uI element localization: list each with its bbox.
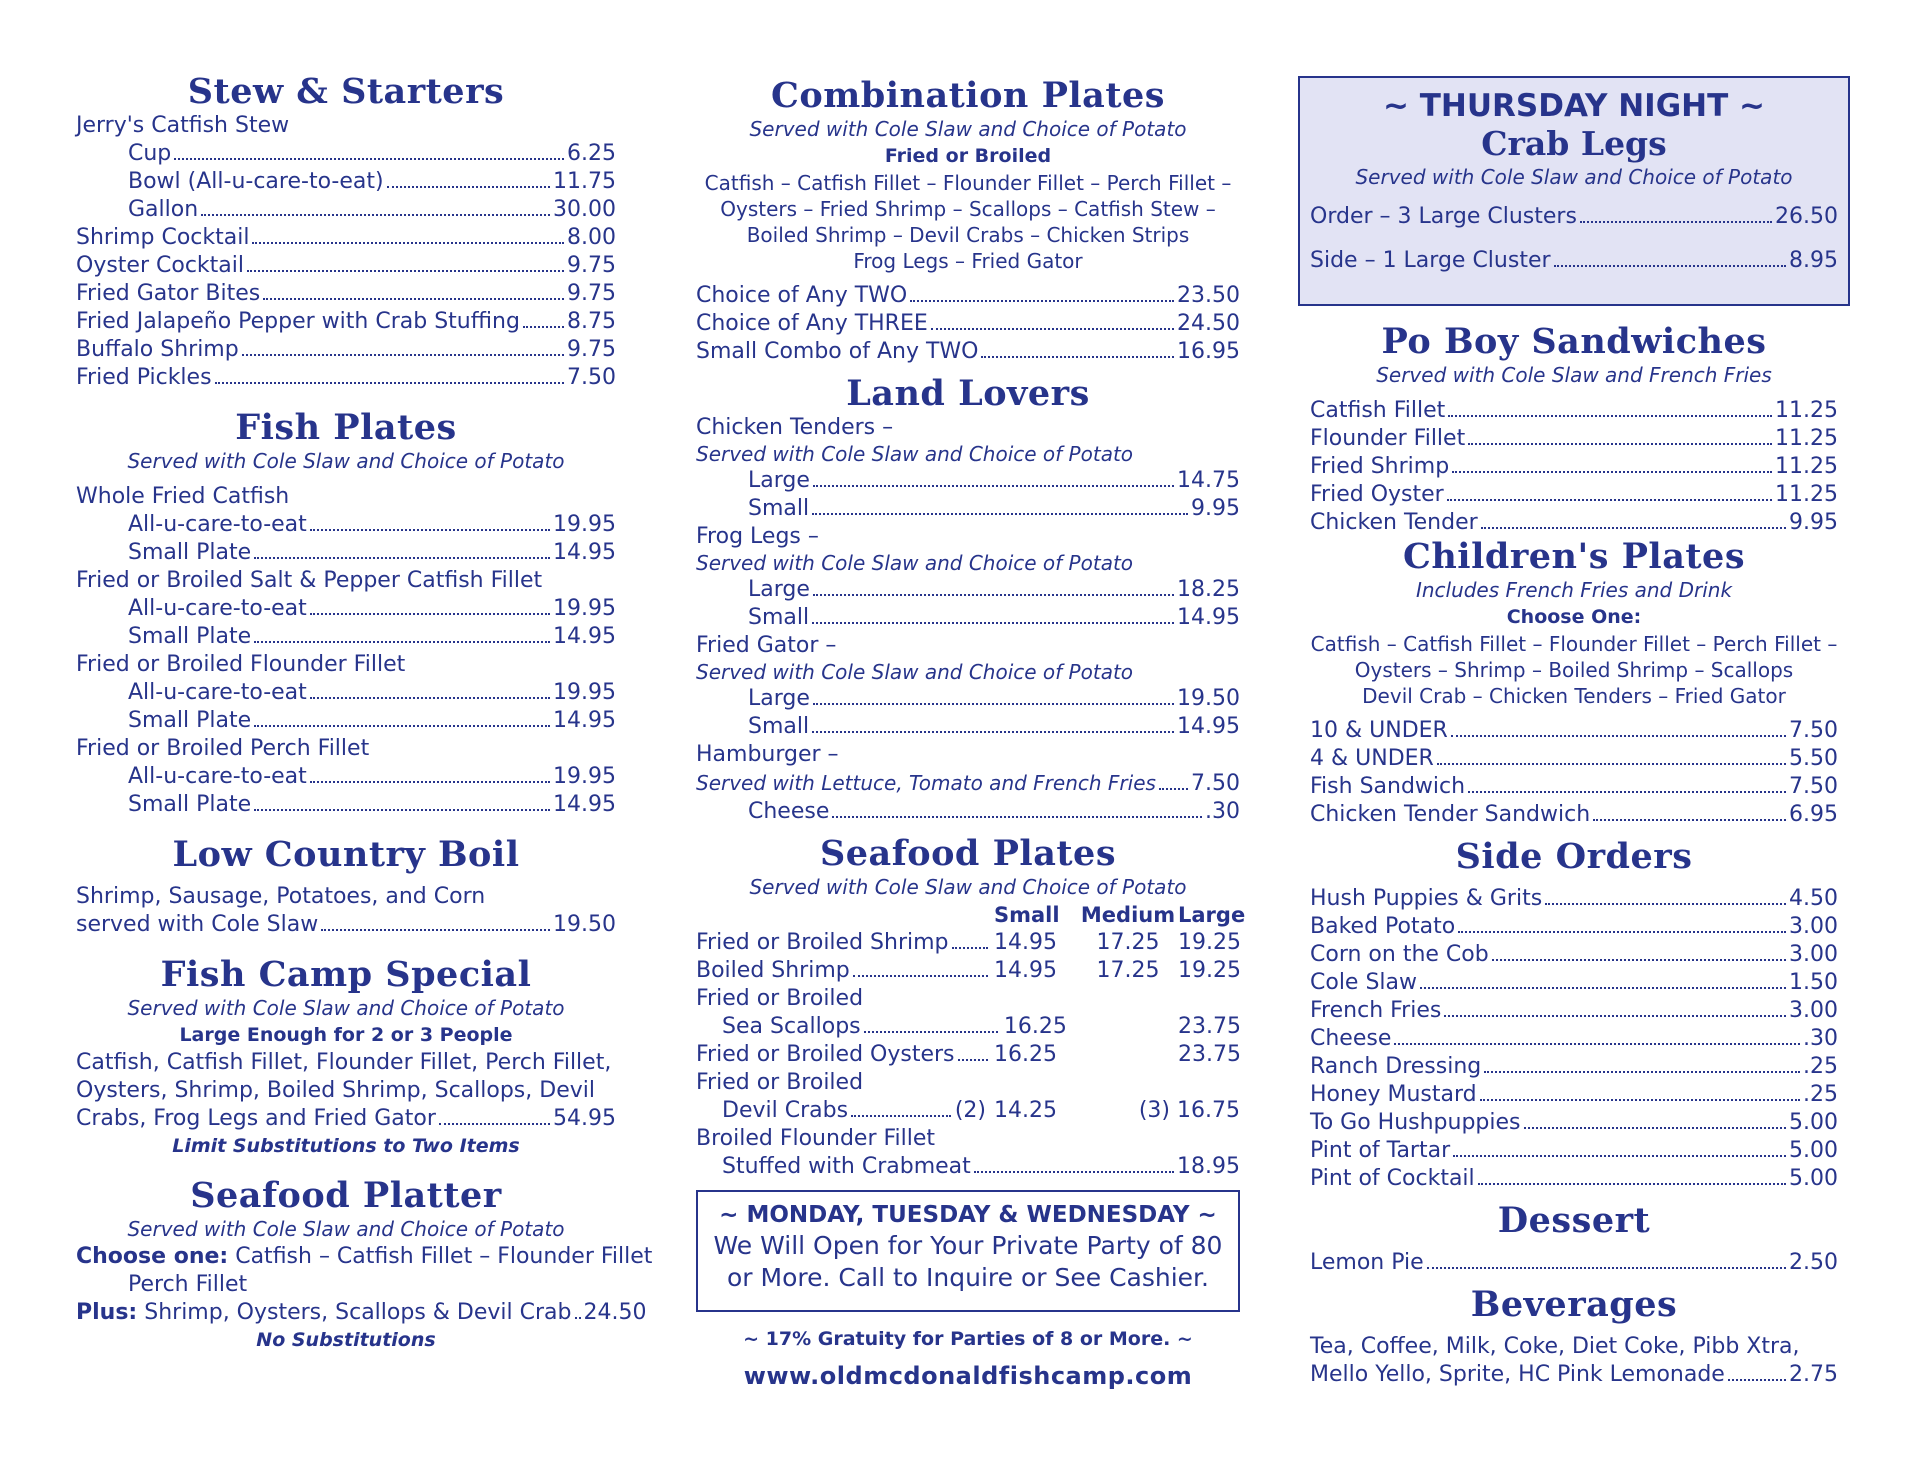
fish-group-name: Fried or Broiled Salt & Pepper Catfish Fillet bbox=[76, 568, 543, 593]
combo-list-line: Boiled Shrimp – Devil Crabs – Chicken Strips bbox=[746, 223, 1190, 247]
combo-title: Combination Plates bbox=[771, 75, 1165, 116]
platter-title: Seafood Platter bbox=[190, 1175, 502, 1216]
menu-item: Fried Jalapeño Pepper with Crab Stuffing 8.75 bbox=[76, 309, 616, 334]
menu-item: Large 14.75 bbox=[748, 468, 1240, 493]
seafood-row: Fried or Broiled Oysters 16.25 23.75 bbox=[696, 1042, 1241, 1067]
menu-item: 4 & UNDER 5.50 bbox=[1310, 746, 1838, 771]
fish-group-name: Fried or Broiled Flounder Fillet bbox=[76, 652, 406, 677]
land-group-note: Served with Cole Slaw and Choice of Potato bbox=[696, 551, 1134, 575]
menu-item: Ranch Dressing .25 bbox=[1310, 1054, 1838, 1079]
menu-item: Hush Puppies & Grits 4.50 bbox=[1310, 886, 1838, 911]
menu-item: Crabs, Frog Legs and Fried Gator 54.95 bbox=[76, 1106, 616, 1131]
seafood-row: Sea Scallops 16.25 23.75 bbox=[722, 1014, 1241, 1039]
menu-item: Choice of Any THREE 24.50 bbox=[696, 311, 1240, 336]
boil-description: Shrimp, Sausage, Potatoes, and Corn bbox=[76, 884, 486, 909]
menu-item: Small Plate 14.95 bbox=[128, 792, 616, 817]
seafood-row: Boiled Shrimp 14.95 17.25 19.25 bbox=[696, 958, 1241, 983]
menu-item: Large 18.25 bbox=[748, 577, 1240, 602]
menu-item: Cup 6.25 bbox=[128, 141, 616, 166]
menu-item: Cole Slaw 1.50 bbox=[1310, 970, 1838, 995]
menu-item: Mello Yello, Sprite, HC Pink Lemonade 2.75 bbox=[1310, 1362, 1838, 1387]
thursday-special-box bbox=[1298, 76, 1850, 306]
platter-choose-cont: Perch Fillet bbox=[128, 1272, 248, 1297]
stew-name: Jerry's Catfish Stew bbox=[76, 113, 290, 138]
land-group-name: Fried Gator – bbox=[696, 633, 837, 658]
menu-item: Small Plate 14.95 bbox=[128, 540, 616, 565]
poboy-title: Po Boy Sandwiches bbox=[1381, 321, 1767, 362]
fish-title: Fish Plates bbox=[235, 407, 457, 448]
camp-note: Large Enough for 2 or 3 People bbox=[179, 1024, 513, 1046]
boil-title: Low Country Boil bbox=[172, 834, 520, 875]
camp-limit: Limit Substitutions to Two Items bbox=[172, 1135, 520, 1157]
col-medium: Medium bbox=[1080, 903, 1176, 927]
menu-item: Lemon Pie 2.50 bbox=[1310, 1250, 1838, 1275]
gratuity-note: ~ 17% Gratuity for Parties of 8 or More. ~ bbox=[743, 1328, 1193, 1350]
menu-item: Cheese .30 bbox=[1310, 1026, 1838, 1051]
column-right bbox=[1298, 322, 1850, 1389]
thursday-heading: ~ THURSDAY NIGHT ~ bbox=[1382, 88, 1765, 124]
menu-item: Large 19.50 bbox=[748, 686, 1240, 711]
menu-item: To Go Hushpuppies 5.00 bbox=[1310, 1110, 1838, 1135]
menu-item: All-u-care-to-eat 19.95 bbox=[128, 680, 616, 705]
menu-item: Small Plate 14.95 bbox=[128, 624, 616, 649]
children-title: Children's Plates bbox=[1402, 536, 1746, 577]
column-left bbox=[76, 0, 653, 1354]
website-link[interactable]: www.oldmcdonaldfishcamp.com bbox=[743, 1362, 1193, 1390]
combo-subtitle: Served with Cole Slaw and Choice of Potato bbox=[749, 117, 1187, 141]
menu-item: Stuffed with Crabmeat 18.95 bbox=[722, 1154, 1240, 1179]
menu-item: Catfish Fillet 11.25 bbox=[1310, 398, 1838, 423]
menu-item: Fried Oyster 11.25 bbox=[1310, 482, 1838, 507]
seafood-prefix: Fried or Broiled bbox=[696, 986, 864, 1011]
seafood-prefix: Broiled Flounder Fillet bbox=[696, 1126, 936, 1151]
menu-item: Fried Pickles 7.50 bbox=[76, 365, 616, 390]
seafood-row: Fried or Broiled Shrimp 14.95 17.25 19.25 bbox=[696, 930, 1241, 955]
column-middle bbox=[696, 0, 1246, 1181]
private-party-heading: ~ MONDAY, TUESDAY & WEDNESDAY ~ bbox=[719, 1202, 1217, 1228]
seafood-prefix: Fried or Broiled bbox=[696, 1070, 864, 1095]
seafood-subtitle: Served with Cole Slaw and Choice of Potato bbox=[749, 875, 1187, 899]
menu-item: Small 14.95 bbox=[748, 714, 1240, 739]
col-small: Small bbox=[994, 903, 1060, 927]
menu-item: 10 & UNDER 7.50 bbox=[1310, 718, 1838, 743]
menu-item: Honey Mustard .25 bbox=[1310, 1082, 1838, 1107]
menu-item: Plus: Shrimp, Oysters, Scallops & Devil Crab 24.50 bbox=[76, 1300, 647, 1325]
menu-item: Fish Sandwich 7.50 bbox=[1310, 774, 1838, 799]
combo-method: Fried or Broiled bbox=[884, 145, 1052, 167]
seafood-title: Seafood Plates bbox=[819, 833, 1117, 874]
combo-list-line: Oysters – Fried Shrimp – Scallops – Catfish Stew – bbox=[720, 197, 1216, 221]
menu-item: All-u-care-to-eat 19.95 bbox=[128, 512, 616, 537]
thursday-subtitle: Served with Cole Slaw and Choice of Potato bbox=[1355, 165, 1793, 189]
menu-item: Chicken Tender 9.95 bbox=[1310, 510, 1838, 535]
land-group-note: Served with Cole Slaw and Choice of Potato bbox=[696, 660, 1134, 684]
poboy-subtitle: Served with Cole Slaw and French Fries bbox=[1376, 363, 1772, 387]
menu-item: Small Combo of Any TWO 16.95 bbox=[696, 339, 1240, 364]
private-party-text: We Will Open for Your Private Party of 80 bbox=[713, 1231, 1223, 1260]
menu-item: Small 14.95 bbox=[748, 605, 1240, 630]
stew-title: Stew & Starters bbox=[187, 71, 505, 112]
menu-item: Cheese .30 bbox=[748, 799, 1240, 824]
dessert-title: Dessert bbox=[1497, 1200, 1651, 1241]
camp-title: Fish Camp Special bbox=[160, 954, 532, 995]
platter-no-subs: No Substitutions bbox=[256, 1329, 436, 1351]
children-list-line: Catfish – Catfish Fillet – Flounder Fillet – Perch Fillet – bbox=[1310, 632, 1838, 656]
beverages-title: Beverages bbox=[1470, 1284, 1678, 1325]
col-large: Large bbox=[1178, 903, 1246, 927]
menu-item: Order – 3 Large Clusters 26.50 bbox=[1310, 204, 1838, 229]
private-party-text: or More. Call to Inquire or See Cashier. bbox=[727, 1263, 1209, 1292]
children-list-line: Devil Crab – Chicken Tenders – Fried Gator bbox=[1362, 684, 1786, 708]
menu-item: served with Cole Slaw 19.50 bbox=[76, 912, 616, 937]
seafood-row: Devil Crabs (2) 14.25 (3) 16.75 bbox=[722, 1098, 1240, 1123]
menu-item: Pint of Cocktail 5.00 bbox=[1310, 1166, 1838, 1191]
camp-subtitle: Served with Cole Slaw and Choice of Potato bbox=[127, 996, 565, 1020]
menu-item: Corn on the Cob 3.00 bbox=[1310, 942, 1838, 967]
menu-item: Small Plate 14.95 bbox=[128, 708, 616, 733]
menu-item: All-u-care-to-eat 19.95 bbox=[128, 764, 616, 789]
thursday-title: Crab Legs bbox=[1481, 124, 1667, 163]
camp-description: Oysters, Shrimp, Boiled Shrimp, Scallops, Devil bbox=[76, 1078, 595, 1103]
beverages-list: Tea, Coffee, Milk, Coke, Diet Coke, Pibb Xtra, bbox=[1310, 1334, 1800, 1359]
fish-group-name: Fried or Broiled Perch Fillet bbox=[76, 736, 370, 761]
land-group-note: Served with Cole Slaw and Choice of Potato bbox=[696, 442, 1134, 466]
seafood-header bbox=[696, 901, 1246, 929]
combo-list-line: Catfish – Catfish Fillet – Flounder Fillet – Perch Fillet – bbox=[704, 171, 1232, 195]
menu-item: Served with Lettuce, Tomato and French Fries 7.50 bbox=[696, 771, 1240, 796]
menu-item: All-u-care-to-eat 19.95 bbox=[128, 596, 616, 621]
fish-subtitle: Served with Cole Slaw and Choice of Potato bbox=[127, 449, 565, 473]
menu-item: Bowl (All-u-care-to-eat) 11.75 bbox=[128, 169, 616, 194]
menu-item: Choice of Any TWO 23.50 bbox=[696, 283, 1240, 308]
children-list-line: Oysters – Shrimp – Boiled Shrimp – Scallops bbox=[1354, 658, 1794, 682]
menu-item: Fried Gator Bites 9.75 bbox=[76, 281, 616, 306]
menu-item: Pint of Tartar 5.00 bbox=[1310, 1138, 1838, 1163]
menu-item: Shrimp Cocktail 8.00 bbox=[76, 225, 616, 250]
platter-choose: Choose one: Catfish – Catfish Fillet – Flounder Fillet bbox=[76, 1244, 653, 1269]
combo-list-line: Frog Legs – Fried Gator bbox=[853, 249, 1083, 273]
menu-item: Chicken Tender Sandwich 6.95 bbox=[1310, 802, 1838, 827]
menu-item: Flounder Fillet 11.25 bbox=[1310, 426, 1838, 451]
menu-item: Side – 1 Large Cluster 8.95 bbox=[1310, 248, 1838, 273]
children-subtitle: Includes French Fries and Drink bbox=[1415, 578, 1733, 602]
land-group-name: Frog Legs – bbox=[696, 524, 819, 549]
menu-item: Small 9.95 bbox=[748, 496, 1240, 521]
land-burger-name: Hamburger – bbox=[696, 742, 839, 767]
menu-item: Gallon 30.00 bbox=[128, 197, 616, 222]
sides-title: Side Orders bbox=[1455, 836, 1693, 877]
private-party-box bbox=[696, 1190, 1240, 1312]
menu-item: Buffalo Shrimp 9.75 bbox=[76, 337, 616, 362]
menu-item: Baked Potato 3.00 bbox=[1310, 914, 1838, 939]
fish-group-name: Whole Fried Catfish bbox=[76, 484, 290, 509]
land-group-name: Chicken Tenders – bbox=[696, 415, 894, 440]
camp-description: Catfish, Catfish Fillet, Flounder Fillet, Perch Fillet, bbox=[76, 1050, 612, 1075]
menu-item: French Fries 3.00 bbox=[1310, 998, 1838, 1023]
menu-item: Fried Shrimp 11.25 bbox=[1310, 454, 1838, 479]
menu-item: Oyster Cocktail 9.75 bbox=[76, 253, 616, 278]
land-title: Land Lovers bbox=[846, 373, 1090, 414]
platter-subtitle: Served with Cole Slaw and Choice of Potato bbox=[127, 1217, 565, 1241]
children-choose: Choose One: bbox=[1506, 606, 1642, 628]
